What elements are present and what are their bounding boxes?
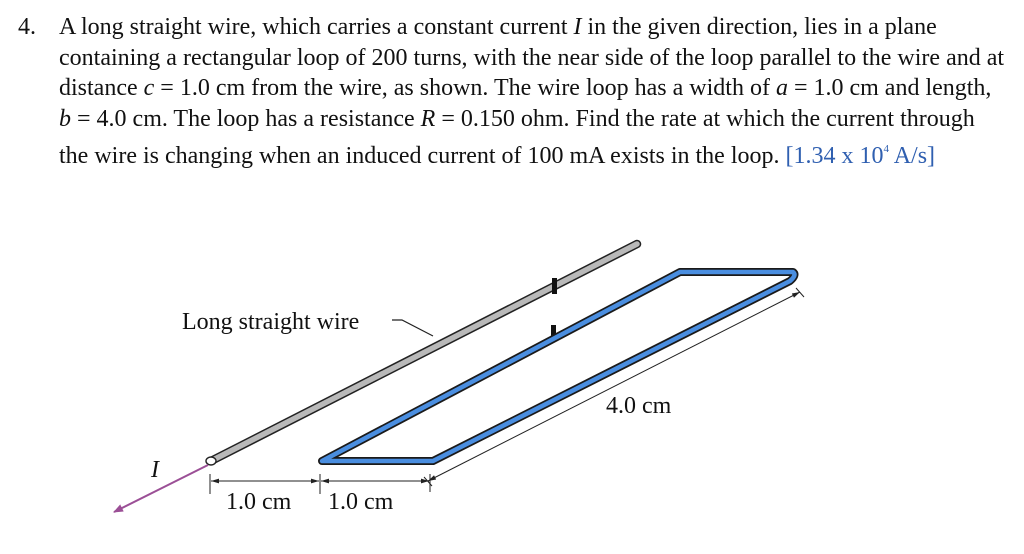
answer-exponent: 4: [883, 143, 890, 155]
answer-unit: A/s]: [889, 143, 936, 169]
text-part-2: in the given direction, lies in a plane containing a rectangular loop of 200 turns, with the near side of the loop parallel to the wire and at distance: [59, 14, 1005, 101]
text-part-4: = 1.0 cm and length,: [793, 75, 992, 101]
current-label: I: [151, 457, 159, 483]
long-straight-wire: [206, 244, 637, 465]
problem-number: 4.: [18, 14, 36, 40]
wire-label: Long straight wire: [182, 309, 360, 335]
length-dimension: [424, 288, 804, 486]
text-part-5: = 4.0 cm. The loop has a resistance: [77, 105, 415, 132]
width-label: 1.0 cm: [328, 489, 394, 515]
text-part-3: = 1.0 cm from the wire, as shown. The wire loop has a width of: [160, 75, 770, 101]
text-part-6: = 0.150 ohm. Find the rate at which the current through the wire is changing when an induced current of 100 mA exists in the loop.: [59, 105, 975, 169]
gap-label: 1.0 cm: [226, 489, 292, 515]
symbol-c: c: [143, 75, 155, 101]
answer-mantissa: [1.34 x 10: [785, 143, 884, 169]
wire-label-leader: [392, 320, 433, 336]
current-direction-arrow: [114, 465, 208, 512]
symbol-a: a: [775, 75, 788, 101]
text-part-1: A long straight wire, which carries a constant current: [59, 14, 568, 40]
symbol-b: b: [59, 105, 71, 132]
symbol-R: R: [420, 105, 436, 132]
symbol-current: I: [573, 14, 582, 40]
length-label: 4.0 cm: [606, 393, 672, 419]
